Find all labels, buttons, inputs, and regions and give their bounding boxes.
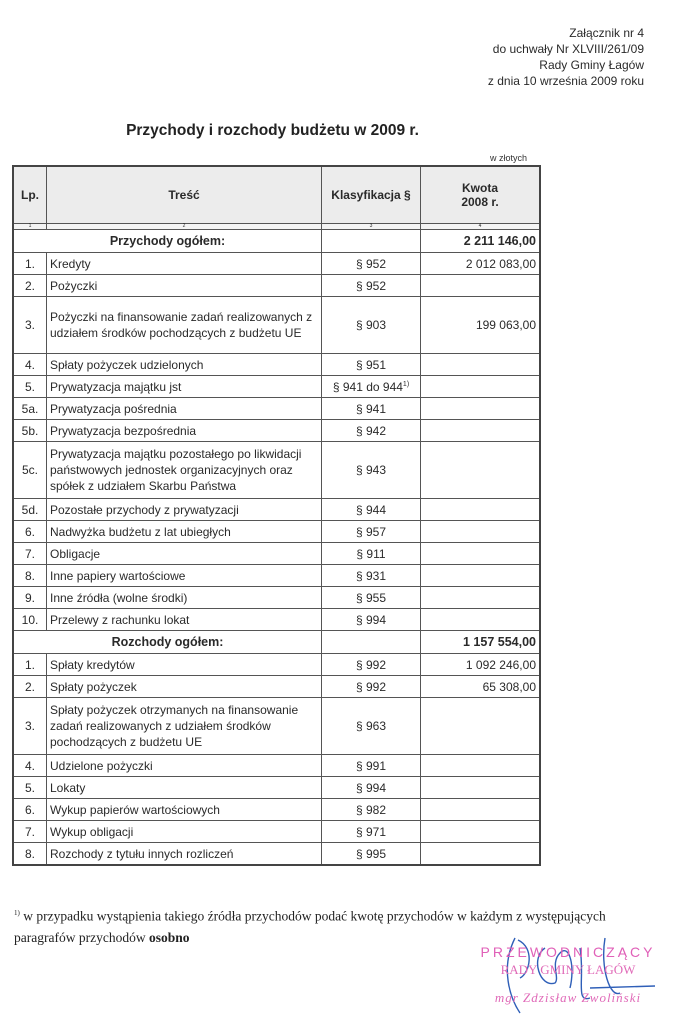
rozchody-total-label: Rozchody ogółem: [13,631,322,654]
przychody-klas-cell: § 941 do 944$^{1)}$ [322,376,421,398]
rozchody-kwota-cell [421,698,541,755]
przychody-kwota-cell [421,543,541,565]
przychody-klas-cell: § 952 [322,253,421,275]
rozchody-row [13,654,540,676]
przychody-lp-cell: 5a. [13,398,47,420]
rozchody-row [13,698,540,755]
rozchody-tresc-cell: Lokaty [47,777,322,799]
przychody-tresc-cell: Kredyty [47,253,322,275]
przychody-tresc-cell: Przelewy z rachunku lokat [47,609,322,631]
przychody-kwota-cell [421,420,541,442]
przychody-klas-cell: § 942 [322,420,421,442]
przychody-klas-cell: § 951 [322,354,421,376]
rozchody-tresc-cell: Wykup papierów wartościowych [47,799,322,821]
przychody-lp-cell: 9. [13,587,47,609]
rozchody-row [13,755,540,777]
przychody-lp-cell: 3. [13,297,47,354]
rozchody-lp-cell: 7. [13,821,47,843]
przychody-tresc-cell: Spłaty pożyczek udzielonych [47,354,322,376]
resolution-date: z dnia 10 września 2009 roku [487,74,644,88]
rozchody-kwota-cell [421,777,541,799]
index-cell: 4 [421,224,541,230]
przychody-klas-cell: § 911 [322,543,421,565]
rozchody-lp-cell: 8. [13,843,47,866]
rozchody-lp-cell: 1. [13,654,47,676]
index-cell: 1 [13,224,47,230]
rozchody-tresc-cell: Spłaty kredytów [47,654,322,676]
document-title: Przychody i rozchody budżetu w 2009 r. [126,122,419,139]
przychody-lp-cell: 5b. [13,420,47,442]
attachment-number: Załącznik nr 4 [569,26,644,40]
header-klasyfikacja [322,166,421,224]
przychody-lp-cell: 4. [13,354,47,376]
header-lp: Lp. [13,166,47,224]
rozchody-total-amount: 1 157 554,00 [421,631,541,654]
rozchody-total-klas [322,631,421,654]
rozchody-tresc-cell: Wykup obligacji [47,821,322,843]
przychody-kwota-cell [421,442,541,499]
przychody-row [13,543,540,565]
rozchody-tresc-cell: Rozchody z tytułu innych rozliczeń [47,843,322,866]
przychody-kwota-cell [421,565,541,587]
przychody-row [13,354,540,376]
attachment-header [488,25,644,89]
przychody-row [13,442,540,499]
przychody-row [13,253,540,275]
przychody-row [13,587,540,609]
przychody-tresc-cell: Pożyczki na finansowanie zadań realizowanych z udziałem środków pochodzących z budżetu UE [47,297,322,354]
przychody-tresc-cell: Prywatyzacja pośrednia [47,398,322,420]
header-kwota-label: Kwota 2008 r. [461,181,499,209]
przychody-kwota-cell: 2 012 083,00 [421,253,541,275]
przychody-klas-cell: § 943 [322,442,421,499]
przychody-klas-cell: § 955 [322,587,421,609]
przychody-klas-cell: § 903 [322,297,421,354]
footnote [14,903,614,948]
header-kwota [421,166,541,224]
rozchody-klas-cell: § 971 [322,821,421,843]
przychody-kwota-cell [421,587,541,609]
council-name: Rady Gminy Łagów [539,58,644,72]
przychody-lp-cell: 2. [13,275,47,297]
rozchody-tresc-cell: Spłaty pożyczek [47,676,322,698]
rozchody-tresc-cell: Spłaty pożyczek otrzymanych na finansowanie zadań realizowanych z udziałem środków pochodzących z budżetu UE [47,698,322,755]
currency-unit: w złotych [490,153,528,163]
przychody-row [13,499,540,521]
rozchody-klas-cell: § 992 [322,676,421,698]
przychody-klas-cell: § 994 [322,609,421,631]
rozchody-lp-cell: 4. [13,755,47,777]
index-cell: 2 [47,224,322,230]
przychody-tresc-cell: Prywatyzacja bezpośrednia [47,420,322,442]
przychody-total-klas [322,230,421,253]
stamp-signatory: mgr Zdzisław Zwoliński [494,990,642,1005]
rozchody-row [13,799,540,821]
przychody-tresc-cell: Inne papiery wartościowe [47,565,322,587]
rozchody-row [13,843,540,866]
rozchody-lp-cell: 2. [13,676,47,698]
rozchody-klas-cell: § 994 [322,777,421,799]
przychody-klas-cell: § 944 [322,499,421,521]
footnote-bold: osobno [148,929,190,945]
budget-table [12,165,541,866]
official-stamp [478,944,658,1006]
przychody-kwota-cell [421,354,541,376]
rozchody-lp-cell: 3. [13,698,47,755]
header-klasyfikacja-label: Klasyfikacja § [331,188,411,202]
przychody-lp-cell: 10. [13,609,47,631]
footnote-marker: 1) [14,909,20,917]
rozchody-klas-cell: § 995 [322,843,421,866]
przychody-row [13,565,540,587]
przychody-row [13,609,540,631]
przychody-total-row [13,230,540,253]
przychody-tresc-cell: Obligacje [47,543,322,565]
rozchody-row [13,821,540,843]
przychody-klas-cell: § 941 [322,398,421,420]
stamp-title: PRZEWODNICZĄCY [480,944,656,960]
resolution-number: do uchwały Nr XLVIII/261/09 [492,42,644,56]
przychody-tresc-cell: Inne źródła (wolne środki) [47,587,322,609]
przychody-lp-cell: 1. [13,253,47,275]
przychody-kwota-cell: 199 063,00 [421,297,541,354]
przychody-row [13,521,540,543]
przychody-tresc-cell: Nadwyżka budżetu z lat ubiegłych [47,521,322,543]
stamp-council: RADY GMINY ŁAGÓW [500,962,636,977]
przychody-row [13,376,540,398]
przychody-row [13,420,540,442]
header-tresc: Treść [47,166,322,224]
przychody-tresc-cell: Pożyczki [47,275,322,297]
przychody-lp-cell: 5c. [13,442,47,499]
rozchody-kwota-cell [421,799,541,821]
przychody-lp-cell: 6. [13,521,47,543]
przychody-lp-cell: 5d. [13,499,47,521]
rozchody-kwota-cell [421,755,541,777]
index-cell: 3 [322,224,421,230]
przychody-total-label: Przychody ogółem: [13,230,322,253]
przychody-kwota-cell [421,521,541,543]
przychody-row [13,275,540,297]
rozchody-klas-cell: § 991 [322,755,421,777]
rozchody-row [13,777,540,799]
przychody-klas-cell: § 931 [322,565,421,587]
rozchody-kwota-cell [421,821,541,843]
przychody-kwota-cell [421,499,541,521]
rozchody-kwota-cell [421,843,541,866]
footnote-ref: 1) [402,380,410,388]
przychody-tresc-cell: Pozostałe przychody z prywatyzacji [47,499,322,521]
rozchody-klas-cell: § 963 [322,698,421,755]
przychody-klas-cell: § 957 [322,521,421,543]
rozchody-klas-cell: § 982 [322,799,421,821]
przychody-lp-cell: 5. [13,376,47,398]
przychody-tresc-cell: Prywatyzacja majątku pozostałego po likwidacji państwowych jednostek organizacyjnych oraz spółek z udziałem Skarbu Państwa [47,442,322,499]
przychody-lp-cell: 7. [13,543,47,565]
przychody-tresc-cell: Prywatyzacja majątku jst [47,376,322,398]
przychody-lp-cell: 8. [13,565,47,587]
rozchody-klas-cell: § 992 [322,654,421,676]
przychody-klas-cell: § 952 [322,275,421,297]
rozchody-kwota-cell: 65 308,00 [421,676,541,698]
rozchody-kwota-cell: 1 092 246,00 [421,654,541,676]
footnote-text: w przypadku wystąpienia takiego źródła przychodów podać kwotę przychodów w każdym z występujących paragrafów przychodów [14,908,606,945]
przychody-kwota-cell [421,398,541,420]
rozchody-total-row [13,631,540,654]
rozchody-row [13,676,540,698]
przychody-row [13,297,540,354]
rozchody-lp-cell: 6. [13,799,47,821]
rozchody-lp-cell: 5. [13,777,47,799]
przychody-total-amount: 2 211 146,00 [421,230,541,253]
przychody-kwota-cell [421,376,541,398]
rozchody-tresc-cell: Udzielone pożyczki [47,755,322,777]
przychody-kwota-cell [421,275,541,297]
przychody-kwota-cell [421,609,541,631]
przychody-row [13,398,540,420]
